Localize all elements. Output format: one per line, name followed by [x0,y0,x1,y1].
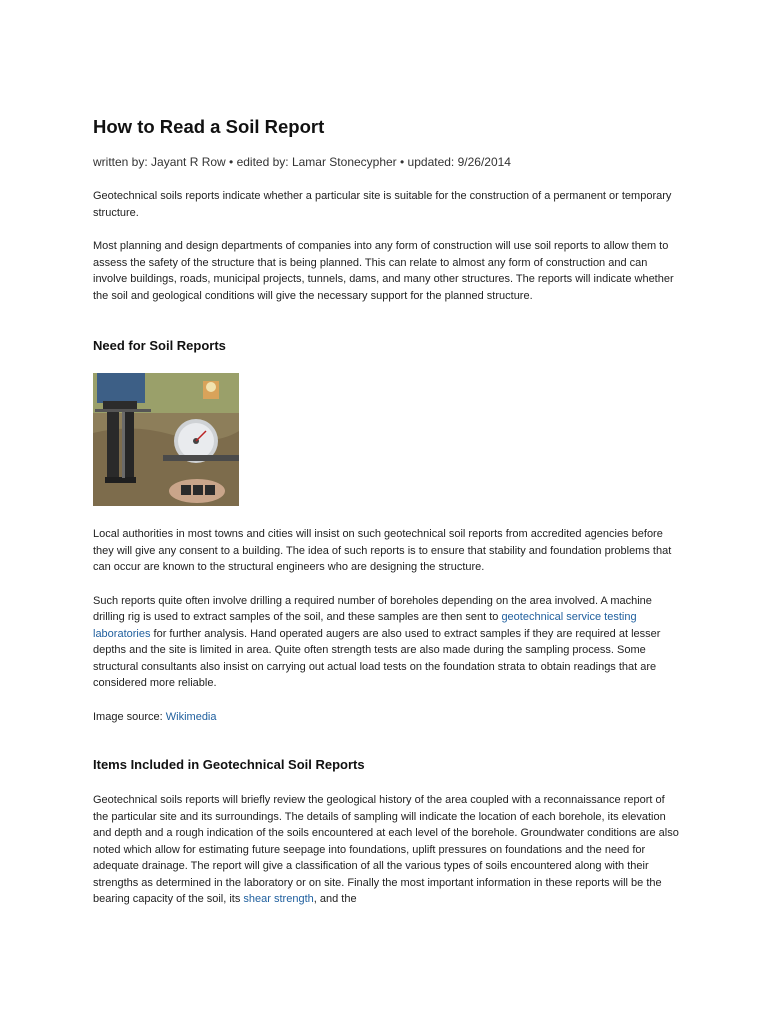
article [93,115,683,908]
article-title: How to Read a Soil Report [93,116,325,137]
image-source [93,709,683,726]
items-paragraph-text-a: Geotechnical soils reports will briefly review the geological history of the area coupled with a reconnaissance report of the particular site and its surroundings. The details of sampling will indicate the location of each borehole, its elevation and depth and a rough indication of the soils encountered at each level of the borehole. Groundwater conditions are also noted which allow for estimating future seepage into foundations, uplift pressures on foundations and the need for adequate drainage. The report will give a classification of all the various types of soils encountered along with their strengths as determined in the laboratory or on site. Finally the most important information in these reports will be the bearing capacity of the soil, its [93,794,679,905]
shear-strength-link[interactable]: shear strength [243,893,314,905]
need-paragraph-2 [93,593,683,692]
need-paragraph-1: Local authorities in most towns and cities will insist on such geotechnical soil reports from accredited agencies before they will give any consent to a building. The idea of such reports is to ensure that stability and foundation problems that can occur are known to the structural engineers who are designing the structure. [93,528,672,573]
image-source-label: Image source: [93,710,166,723]
intro-paragraph-2: Most planning and design departments of companies into any form of construction will use soil reports to allow them to assess the safety of the structure that is being planned. This can relate to almost any form of construction and can involve buildings, roads, municipal projects, tunnels, dams, and many other structures. The reports will indicate whether the soil and geological conditions will give the necessary support for the planned structure. [93,240,674,302]
section-heading-items: Items Included in Geotechnical Soil Reports [93,757,365,772]
soil-testing-photo [93,373,239,506]
intro-paragraph-1: Geotechnical soils reports indicate whether a particular site is suitable for the construction of a permanent or temporary structure. [93,190,672,219]
wikimedia-link[interactable]: Wikimedia [165,710,217,723]
section-heading-need: Need for Soil Reports [93,338,226,353]
geotechnical-labs-link[interactable]: geotechnical service testing laboratories [93,611,637,640]
byline: written by: Jayant R Row • edited by: Lamar Stonecypher • updated: 9/26/2014 [93,155,511,169]
need-paragraph-2-text-b: for further analysis. Hand operated augers are also used to extract samples if they are required at lesser depths and the site is limited in area. Quite often strength tests are also made during the sampling process. Some structural consultants also insist on carrying out actual load tests on the foundation strata to obtain readings that are considered more reliable. [93,627,661,689]
items-paragraph [93,792,683,908]
items-paragraph-text-b: , and the [313,893,357,905]
need-paragraph-2-text-a: Such reports quite often involve drilling a required number of boreholes depending on the area involved. A machine drilling rig is used to extract samples of the soil, and these samples are then sent to [93,594,652,623]
